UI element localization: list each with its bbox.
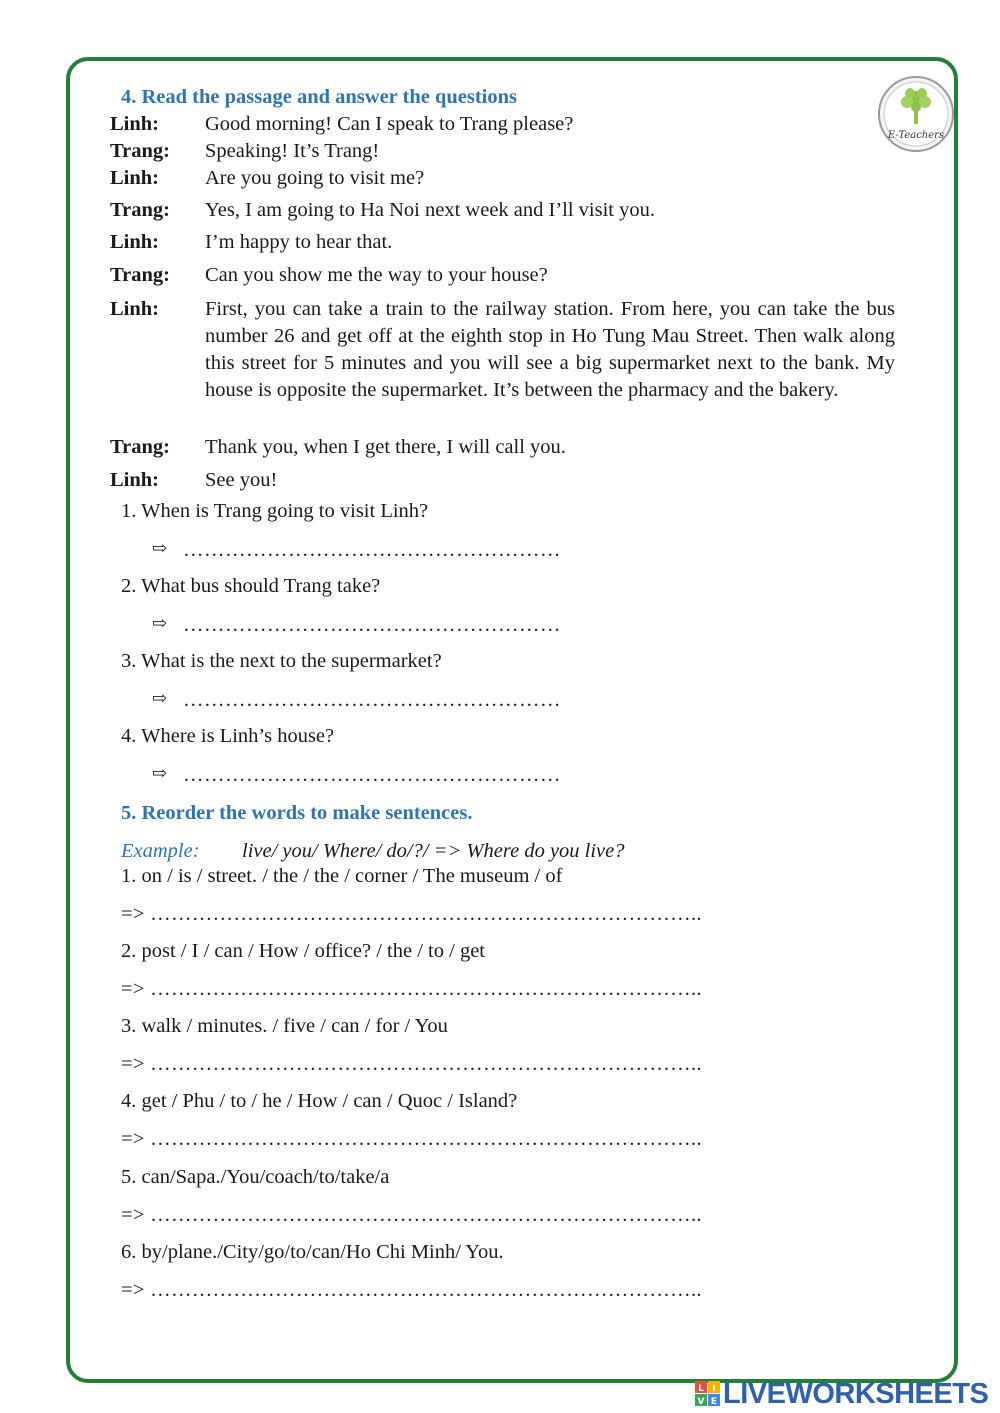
arrow-right-icon: ⇨ <box>152 688 168 708</box>
dialogue-line: Are you going to visit me? <box>205 167 425 189</box>
dialogue-line: I’m happy to hear that. <box>205 231 393 253</box>
reorder-item-2: 2. post / I / can / How / office? / the / to / get <box>121 940 485 962</box>
liveworksheets-footer <box>695 1378 995 1410</box>
e-teachers-logo <box>876 74 956 154</box>
reorder-answer-1[interactable]: => …………………………………………………………………….. <box>121 903 702 925</box>
dialogue-line: Yes, I am going to Ha Noi next week and I’ll visit you. <box>205 199 655 221</box>
answer-input-3[interactable]: ……………………………………………… <box>183 689 561 711</box>
answer-input-1[interactable]: ……………………………………………… <box>183 539 561 561</box>
speaker-label: Linh: <box>110 167 159 189</box>
reorder-item-4: 4. get / Phu / to / he / How / can / Quoc / Island? <box>121 1090 518 1112</box>
question-4: 4. Where is Linh’s house? <box>121 725 335 747</box>
dialogue-line: Good morning! Can I speak to Trang please? <box>205 113 574 135</box>
arrow-right-icon: ⇨ <box>152 763 168 783</box>
arrow-right-icon: ⇨ <box>152 613 168 633</box>
reorder-answer-6[interactable]: => …………………………………………………………………….. <box>121 1279 702 1301</box>
question-2: 2. What bus should Trang take? <box>121 575 381 597</box>
reorder-item-5: 5. can/Sapa./You/coach/to/take/a <box>121 1166 390 1188</box>
speaker-label: Linh: <box>110 469 159 491</box>
section4-heading: 4. Read the passage and answer the questions <box>121 86 518 108</box>
dialogue-paragraph: First, you can take a train to the railway station. From here, you can take the bus number 26 and get off at the eighth stop in Ho Tung Mau Street. Then walk along this street for 5 minutes and you will see a big supermarket next to the bank. My house is opposite the supermarket. It’s between the pharmacy and the bakery. <box>205 298 895 401</box>
arrow-right-icon: ⇨ <box>152 538 168 558</box>
reorder-answer-3[interactable]: => …………………………………………………………………….. <box>121 1053 702 1075</box>
reorder-answer-4[interactable]: => …………………………………………………………………….. <box>121 1128 702 1150</box>
question-3: 3. What is the next to the supermarket? <box>121 650 442 672</box>
reorder-answer-5[interactable]: => …………………………………………………………………….. <box>121 1204 702 1226</box>
answer-input-2[interactable]: ……………………………………………… <box>183 614 561 636</box>
section5-heading: 5. Reorder the words to make sentences. <box>121 802 473 824</box>
speaker-label: Trang: <box>110 199 170 221</box>
example-text: live/ you/ Where/ do/?/ => Where do you live? <box>242 840 625 862</box>
speaker-label: Trang: <box>110 140 170 162</box>
dialogue-line: Can you show me the way to your house? <box>205 264 548 286</box>
answer-input-4[interactable]: ……………………………………………… <box>183 764 561 786</box>
dialogue-line: Thank you, when I get there, I will call you. <box>205 436 566 458</box>
reorder-item-6: 6. by/plane./City/go/to/can/Ho Chi Minh/ You. <box>121 1241 504 1263</box>
speaker-label: Linh: <box>110 113 159 135</box>
speaker-label: Trang: <box>110 264 170 286</box>
svg-text:L: L <box>698 1384 704 1394</box>
speaker-label: Trang: <box>110 436 170 458</box>
svg-text:V: V <box>697 1397 705 1407</box>
liveworksheets-badge-icon <box>695 1381 721 1407</box>
example-label: Example: <box>121 840 200 862</box>
reorder-item-3: 3. walk / minutes. / five / can / for / You <box>121 1015 448 1037</box>
liveworksheets-brand: LIVEWORKSHEETS <box>723 1378 989 1410</box>
speaker-label: Linh: <box>110 298 159 320</box>
svg-text:I: I <box>712 1384 716 1394</box>
reorder-item-1: 1. on / is / street. / the / the / corner / The museum / of <box>121 865 563 887</box>
reorder-answer-2[interactable]: => …………………………………………………………………….. <box>121 978 702 1000</box>
dialogue-line: Speaking! It’s Trang! <box>205 140 380 162</box>
speaker-label: Linh: <box>110 231 159 253</box>
logo-text: E-Teachers <box>887 130 945 141</box>
question-1: 1. When is Trang going to visit Linh? <box>121 500 429 522</box>
svg-text:E: E <box>710 1397 718 1407</box>
dialogue-line: See you! <box>205 469 278 491</box>
